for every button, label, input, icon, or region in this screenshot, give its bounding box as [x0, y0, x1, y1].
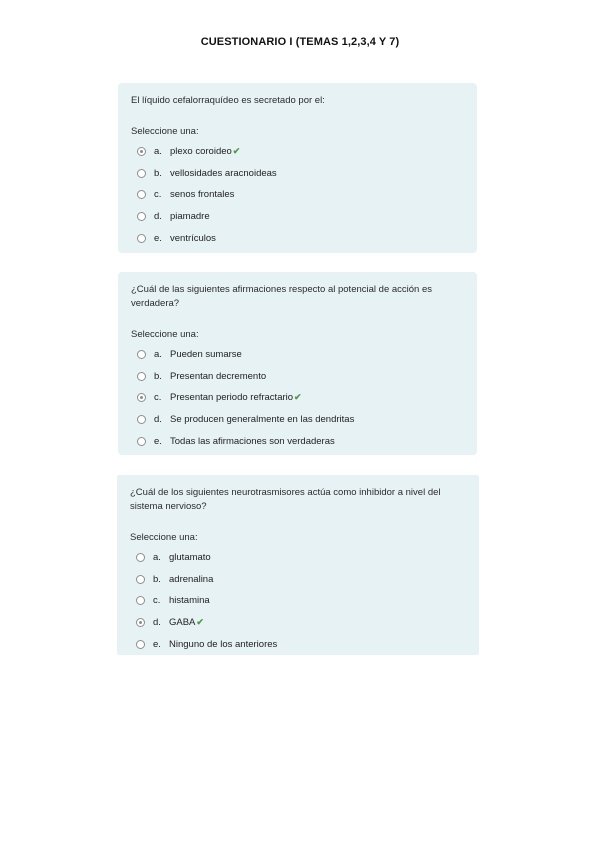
radio-icon[interactable] [137, 350, 146, 359]
option-text: Pueden sumarse [170, 349, 242, 361]
option-text: GABA [169, 617, 196, 629]
option-letter: e. [154, 435, 162, 447]
option-text: Se producen generalmente en las dendritas [170, 414, 355, 426]
option-text: adrenalina [169, 573, 214, 585]
answer-option[interactable] [131, 366, 465, 388]
question-card [117, 475, 479, 655]
radio-icon[interactable] [136, 596, 145, 605]
question-text: ¿Cuál de las siguientes afirmaciones respecto al potencial de acción es verdadera? [131, 284, 432, 309]
answer-options [130, 547, 467, 655]
option-letter: a. [154, 146, 162, 158]
answer-options [131, 141, 465, 249]
answer-instruction: Seleccione una: [131, 126, 199, 137]
radio-icon[interactable] [137, 212, 146, 221]
radio-selected-icon[interactable] [137, 147, 146, 156]
question-text: ¿Cuál de los siguientes neurotrasmisores actúa como inhibidor a nivel del sistema nervioso? [130, 487, 441, 512]
option-letter: d. [153, 617, 161, 629]
option-letter: c. [154, 189, 162, 201]
question-card [118, 272, 477, 455]
check-icon: ✔ [294, 392, 302, 403]
option-letter: e. [154, 232, 162, 244]
option-letter: d. [154, 414, 162, 426]
page-title: CUESTIONARIO I (TEMAS 1,2,3,4 Y 7) [200, 36, 400, 48]
answer-option[interactable] [131, 141, 465, 163]
option-text: vellosidades aracnoideas [170, 167, 277, 179]
answer-instruction: Seleccione una: [131, 329, 199, 340]
option-letter: b. [153, 573, 161, 585]
answer-option[interactable] [130, 633, 467, 655]
answer-instruction: Seleccione una: [130, 532, 198, 543]
answer-option[interactable] [131, 344, 465, 366]
option-letter: c. [154, 392, 162, 404]
radio-icon[interactable] [137, 415, 146, 424]
option-text: senos frontales [170, 189, 235, 201]
answer-option[interactable] [130, 547, 467, 569]
radio-selected-icon[interactable] [136, 618, 145, 627]
option-text: piamadre [170, 211, 210, 223]
check-icon: ✔ [232, 146, 241, 157]
radio-icon[interactable] [136, 575, 145, 584]
answer-option[interactable] [131, 163, 465, 185]
option-text: Presentan periodo refractario [170, 392, 294, 404]
answer-option[interactable] [131, 409, 465, 431]
answer-option[interactable] [130, 569, 467, 591]
radio-icon[interactable] [136, 640, 145, 649]
option-text: histamina [169, 595, 210, 607]
option-letter: d. [154, 211, 162, 223]
radio-icon[interactable] [137, 437, 146, 446]
option-text: glutamato [169, 552, 211, 564]
radio-icon[interactable] [137, 372, 146, 381]
option-text: Ninguno de los anteriores [169, 638, 278, 650]
check-icon: ✔ [196, 617, 204, 628]
option-text: plexo coroideo [170, 146, 232, 158]
option-letter: b. [154, 167, 162, 179]
option-text: Presentan decremento [170, 370, 267, 382]
radio-icon[interactable] [137, 169, 146, 178]
option-letter: c. [153, 595, 161, 607]
radio-icon[interactable] [137, 190, 146, 199]
option-text: Todas las afirmaciones son verdaderas [170, 435, 335, 447]
question-card [118, 83, 477, 253]
option-letter: a. [154, 349, 162, 361]
radio-icon[interactable] [136, 553, 145, 562]
answer-option[interactable] [131, 206, 465, 228]
answer-option[interactable] [130, 590, 467, 612]
radio-icon[interactable] [137, 234, 146, 243]
answer-option[interactable] [130, 612, 467, 634]
answer-option[interactable] [131, 227, 465, 249]
answer-option[interactable] [131, 184, 465, 206]
answer-option[interactable] [131, 430, 465, 452]
answer-options [131, 344, 465, 452]
radio-selected-icon[interactable] [137, 393, 146, 402]
question-text: El líquido cefalorraquídeo es secretado por el: [131, 95, 325, 106]
option-text: ventrículos [170, 232, 216, 244]
option-letter: a. [153, 552, 161, 564]
answer-option[interactable] [131, 387, 465, 409]
option-letter: b. [154, 370, 162, 382]
option-letter: e. [153, 638, 161, 650]
